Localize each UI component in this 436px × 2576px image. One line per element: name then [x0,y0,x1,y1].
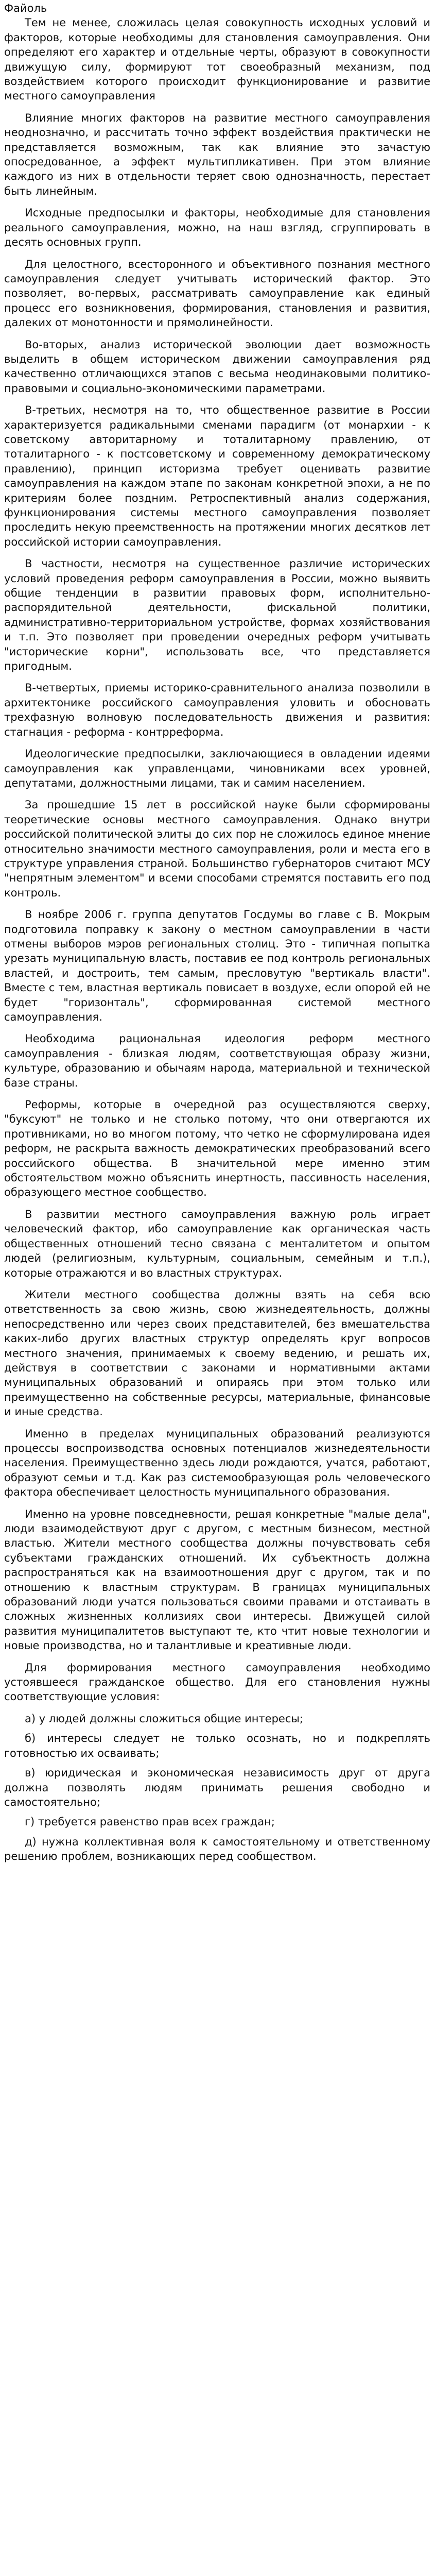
paragraph: Реформы, которые в очередной раз осуществляются сверху, "буксуют" не только и не столько потому, что они отвергаются их противниками, но во многом потому, что четко не сформулирована идея реформ, не раскрыта важность демократических преобразований всего российского общества. В значительной мере именно этим обстоятельством можно объяснить инертность, пассивность населения, образующего местное сообщество. [4,1098,430,1199]
conditions-list [4,1711,430,1864]
paragraph: Во-вторых, анализ исторической эволюции дает возможность выделить в общем историческом движении самоуправления ряд качественно отличающихся этапов с весьма неодинаковыми политико-правовыми и социально-экономическими параметрами. [4,338,430,395]
condition-item: б) интересы следует не только осознать, но и подкреплять готовностью их осваивать; [4,1732,430,1759]
paragraph: В-третьих, несмотря на то, что общественное развитие в России характеризуется радикальными сменами парадигм (от монархии - к советскому авторитарному и тоталитарному правлению, от тоталитарного - к постсоветскому и современному демократическому правлению), принцип историзма требует оценивать развитие самоуправления на каждом этапе по законам конкретной эпохи, а не по критериям более поздним. Ретроспективный анализ содержания, функционирования системы местного самоуправления позволяет проследить некую преемственность на протяжении многих десятков лет российской истории самоуправления. [4,404,430,548]
condition-item: д) нужна коллективная воля к самостоятельному и ответственному решению проблем, возникающих перед сообществом. [4,1835,430,1863]
condition-item: г) требуется равенство прав всех граждан; [25,1816,275,1828]
paragraph: Необходима рациональная идеология реформ местного самоуправления - близкая людям, соответствующая образу жизни, культуре, образованию и обычаям народа, материальной и технической базе страны. [4,1032,430,1089]
paragraph-list [4,15,430,1704]
condition-item: а) у людей должны сложиться общие интересы; [25,1712,304,1725]
paragraph: Жители местного сообщества должны взять на себя всю ответственность за свою жизнь, свою жизнедеятельность, должны непосредственно или через своих представителей, без вмешательства каких-либо других властных структур определять круг вопросов местного значения, принимаемых к своему ведению, и решать их, действуя в соответствии с законами и нормативными актами муниципальных образований и опираясь при этом только или преимущественно на собственные ресурсы, материальные, финансовые и иные средства. [4,1288,430,1418]
paragraph: Для целостного, всесторонного и объективного познания местного самоуправления следует учитывать исторический фактор. Это позволяет, во-первых, рассматривать самоуправление как единый процесс его возникновения, формирования, становления и развития, далеких от монотонности и прямолинейности. [4,258,430,329]
paragraph: Тем не менее, сложилась целая совокупность исходных условий и факторов, которые необходимы для становления самоуправления. Они определяют его характер и отдельные черты, образуют в совокупности движущую силу, формируют тот своеобразный механизм, под воздействием которого происходит функционирование и развитие местного самоуправления [4,16,430,103]
paragraph: В-четвертых, приемы историко-сравнительного анализа позволили в архитектонике российского самоуправления уловить и обосновать трехфазную волновую последовательность движения и развития: стагнация - реформа - контрреформа. [4,682,430,738]
paragraph: Идеологические предпосылки, заключающиеся в овладении идеями самоуправления как управленцами, чиновниками всех уровней, депутатами, должностными лицами, так и самим населением. [4,748,430,789]
paragraph: В развитии местного самоуправления важную роль играет человеческий фактор, ибо самоуправление как органическая часть общественных отношений тесно связана с менталитетом и опытом людей (религиозным, культурным, социальным, семейным и т.п.), которые отражаются и во властных структурах. [4,1208,430,1279]
paragraph: Именно на уровне повседневности, решая конкретные "малые дела", люди взаимодействуют друг с другом, с местным бизнесом, местной властью. Жители местного сообщества должны почувствовать себя субъектами гражданских отношений. Их субъектность должна распространяться как на взаимоотношения друг с другом, так и по отношению к властным структурам. В границах муниципальных образований люди учатся пользоваться своими правами и отстаивать в сложных жизненных коллизиях свои интересы. Движущей силой развития муниципалитетов выступают те, кто чтит новые технологии и новые производства, но и талантливые и креативные люди. [4,1507,430,1652]
paragraph: Исходные предпосылки и факторы, необходимые для становления реального самоуправления, можно, на наш взгляд, сгруппировать в десять основных групп. [4,207,430,249]
paragraph: Для формирования местного самоуправления необходимо устоявшееся гражданское общество. Для его становления нужны соответствующие условия: [4,1661,430,1703]
condition-item: в) юридическая и экономическая независимость друг от друга должна позволять людям принимать решения свободно и самостоятельно; [4,1767,430,1808]
paragraph: Влияние многих факторов на развитие местного самоуправления неоднозначно, и рассчитать точно эффект воздействия практически не представляется возможным, так как влияние это зачастую опосредованное, а эффект мультипликативен. При этом влияние каждого из них в отдельности теряет свою однозначность, перестает быть линейным. [4,111,430,197]
paragraph: Именно в пределах муниципальных образований реализуются процессы воспроизводства основных потенциалов жизнедеятельности населения. Преимущественно здесь люди рождаются, учатся, работают, образуют семьи и т.д. Как раз системообразующая роль человеческого фактора обеспечивает целостность муниципального образования. [4,1427,430,1499]
document-title: Файоль [4,2,47,14]
paragraph: В ноябре 2006 г. группа депутатов Госдумы во главе с В. Мокрым подготовила поправку к закону о местном самоуправлении в части отмены выборов мэров региональных столиц. Это - типичная попытка урезать муниципальную власть, поставив ее под контроль региональных властей, и достроить, тем самым, пресловутую "вертикаль власти". Вместе с тем, властная вертикаль повисает в воздухе, если опорой ей не будет "горизонталь", сформированная системой местного самоуправления. [4,908,430,1023]
paragraph: За прошедшие 15 лет в российской науке были сформированы теоретические основы местного самоуправления. Однако внутри российской политической элиты до сих пор не сложилось единое мнение относительно значимости местного самоуправления, роли и места его в структуре управления страной. Большинство губернаторов считают МСУ "непрятным элементом" и всеми способами стремятся поставить его под контроль. [4,799,430,899]
paragraph: В частности, несмотря на существенное различие исторических условий проведения реформ самоуправления в России, можно выявить общие тенденции в развитии правовых форм, исполнительно-распорядительной деятельности, фискальной политики, административно-территориальном устройстве, формах хозяйствования и т.п. Это позволяет при проведении очередных реформ учитывать "исторические корни", использовать все, что представляется пригодным. [4,557,430,673]
